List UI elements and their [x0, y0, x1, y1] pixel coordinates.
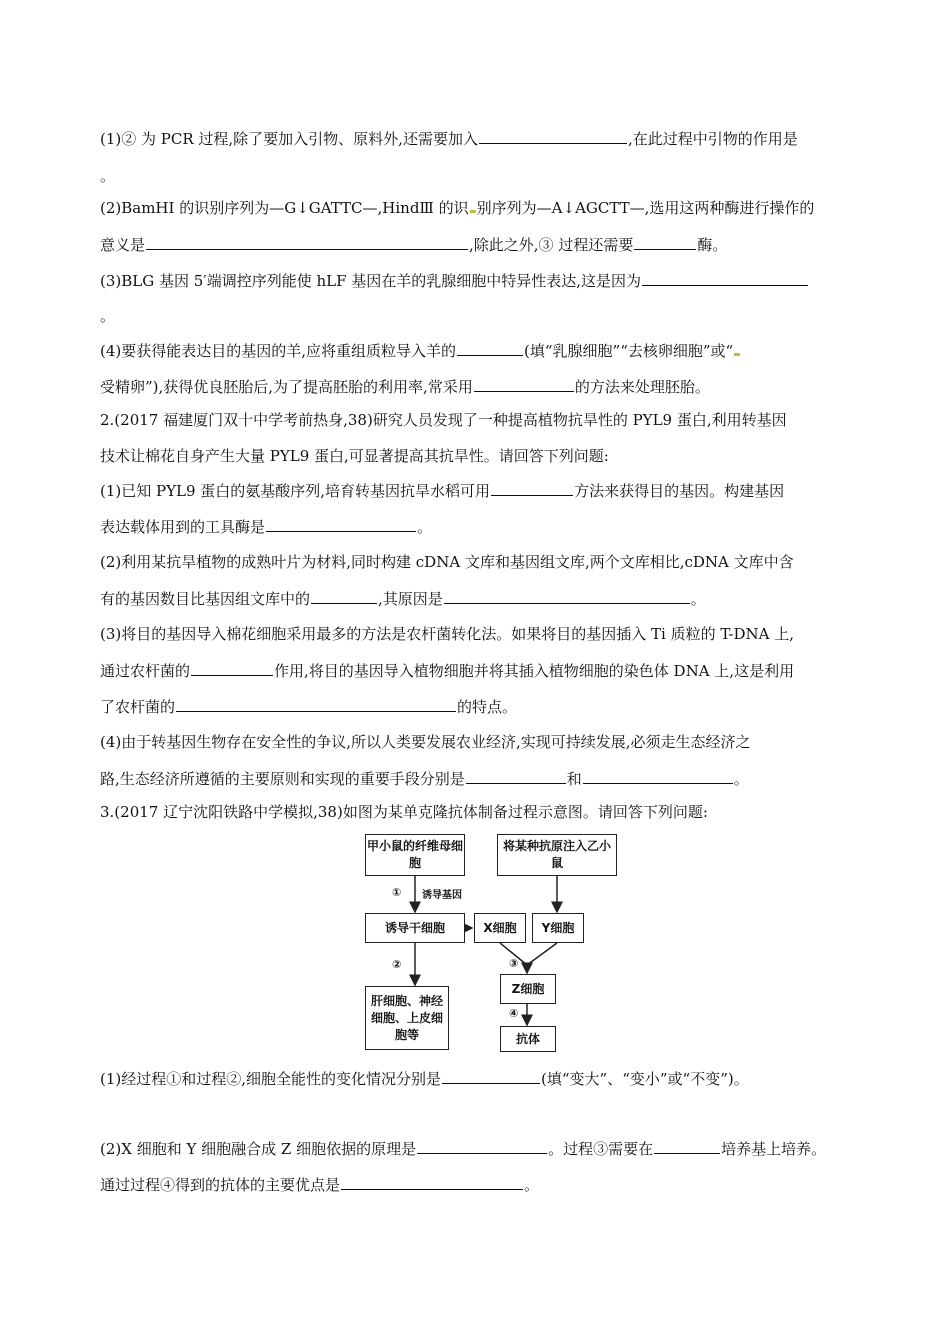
box-induced-stem-cell: 诱导干细胞 [365, 913, 465, 943]
box-antigen-injection: 将某种抗原注入乙小鼠 [497, 834, 617, 876]
q1-part4-text-c: 受精卵”),获得优良胚胎后,为了提高胚胎的利用率,常采用 [100, 378, 473, 396]
q1-part4-text-a: (4)要获得能表达目的基因的羊,应将重组质粒导入羊的 [100, 342, 457, 360]
q3-part1-text-b: (填“变大”、“变小”或“不变”)。 [541, 1070, 749, 1088]
q2-intro-line2: 技术让棉花自身产生大量 PYL9 蛋白,可显著提高其抗旱性。请回答下列问题: [100, 447, 609, 465]
q2-part3-text-c: 作用,将目的基因导入植物细胞并将其插入植物细胞的染色体 DNA 上,这是利用 [274, 662, 795, 680]
q3-part2-text-d: 通过过程④得到的抗体的主要优点是 [100, 1176, 341, 1194]
q3-part2-line2 [100, 1174, 539, 1195]
q2-part2-text-b: 有的基因数目比基因组文库中的 [100, 590, 311, 608]
q1-part1-end: 。 [100, 167, 116, 185]
q2-part3-text-d: 了农杆菌的 [100, 698, 176, 716]
q1-part2-text-d: ,除此之外,③ 过程还需要 [469, 236, 634, 254]
q1-part2-text-c: 意义是 [100, 236, 146, 254]
q2-part3-text-e: 的特点。 [457, 698, 518, 716]
q3-part2-line1 [100, 1138, 826, 1159]
step1-label: 诱导基因 [422, 890, 462, 901]
q3-part2-text-a: (2)X 细胞和 Y 细胞融合成 Z 细胞依据的原理是 [100, 1140, 417, 1158]
box-z-cell: Z细胞 [500, 974, 556, 1004]
box-differentiated-cells: 肝细胞、神经细胞、上皮细胞等 [365, 986, 449, 1050]
q3-part2-text-c: 培养基上培养。 [721, 1140, 827, 1158]
q3-part2-blank3[interactable] [341, 1174, 523, 1190]
q3-part2-text-e: 。 [524, 1176, 540, 1194]
step4-number: ④ [509, 1007, 519, 1020]
q2-part2-text-d: 。 [690, 590, 706, 608]
q1-part1-text-b: ,在此过程中引物的作用是 [627, 130, 798, 148]
q2-part1-text-c: 表达载体用到的工具酶是 [100, 518, 266, 536]
box-x-cell: X细胞 [474, 913, 526, 943]
step2-number: ② [392, 958, 402, 971]
q2-part2-text-c: ,其原因是 [378, 590, 443, 608]
q3-part1-blank[interactable] [442, 1068, 540, 1084]
box-y-cell: Y细胞 [532, 913, 584, 943]
step3-number: ③ [509, 957, 519, 970]
q3-part2-blank1[interactable] [417, 1138, 547, 1154]
q2-part4-line1: (4)由于转基因生物存在安全性的争议,所以人类要发展农业经济,实现可持续发展,必须走生态经济之 [100, 733, 751, 751]
q1-part2-text-a: (2)BamHⅠ 的识别序列为—G↓GATTC—,HindⅢ 的识 [100, 199, 469, 217]
q3-intro: 3.(2017 辽宁沈阳铁路中学模拟,38)如图为某单克隆抗体制备过程示意图。请回答下列问题: [100, 803, 708, 821]
q1-part4-text-b: (填“乳腺细胞”“去核卵细胞”或“ [524, 342, 734, 360]
q1-part2-text-b: 别序列为—A↓AGCTT—,选用这两种酶进行操作的 [476, 199, 815, 217]
box-antibody: 抗体 [500, 1026, 556, 1052]
q3-part2-blank2[interactable] [654, 1138, 720, 1154]
q2-part3-line1: (3)将目的基因导入棉花细胞采用最多的方法是农杆菌转化法。如果将目的基因插入 Ti 质粒的 T-DNA 上, [100, 625, 795, 643]
q1-part3-text-a: (3)BLG 基因 5′端调控序列能使 hLF 基因在羊的乳腺细胞中特异性表达,这是因为 [100, 272, 642, 290]
q2-part1-text-b: 方法来获得目的基因。构建基因 [574, 482, 785, 500]
q2-part4-text-c: 和 [566, 770, 582, 788]
q1-part2-text-e: 酶。 [697, 236, 728, 254]
q2-part4-text-b: 路,生态经济所遵循的主要原则和实现的重要手段分别是 [100, 770, 465, 788]
q3-part1-line [100, 1068, 749, 1089]
q3-part1-text-a: (1)经过程①和过程②,细胞全能性的变化情况分别是 [100, 1070, 442, 1088]
box-mouse-fibroblast: 甲小鼠的纤维母细胞 [365, 834, 465, 876]
q2-part1-text-a: (1)已知 PYL9 蛋白的氨基酸序列,培育转基因抗旱水稻可用 [100, 482, 491, 500]
q1-part1-text-a: (1)② 为 PCR 过程,除了要加入引物、原料外,还需要加入 [100, 130, 478, 148]
step1-number: ① [392, 886, 402, 899]
q1-part3-end: 。 [100, 307, 116, 325]
q2-part3-text-b: 通过农杆菌的 [100, 662, 191, 680]
q1-part4-text-d: 的方法来处理胚胎。 [574, 378, 710, 396]
q2-intro-line1: 2.(2017 福建厦门双十中学考前热身,38)研究人员发现了一种提高植物抗旱性的 PYL9 蛋白,利用转基因 [100, 411, 787, 429]
q2-part4-text-d: 。 [733, 770, 749, 788]
q2-part2-line1: (2)利用某抗旱植物的成熟叶片为材料,同时构建 cDNA 文库和基因组文库,两个文库相比,cDNA 文库中含 [100, 553, 794, 571]
q2-part1-text-d: 。 [417, 518, 433, 536]
q3-part2-text-b: 。过程③需要在 [548, 1140, 654, 1158]
arrow-y-merge [527, 943, 557, 965]
